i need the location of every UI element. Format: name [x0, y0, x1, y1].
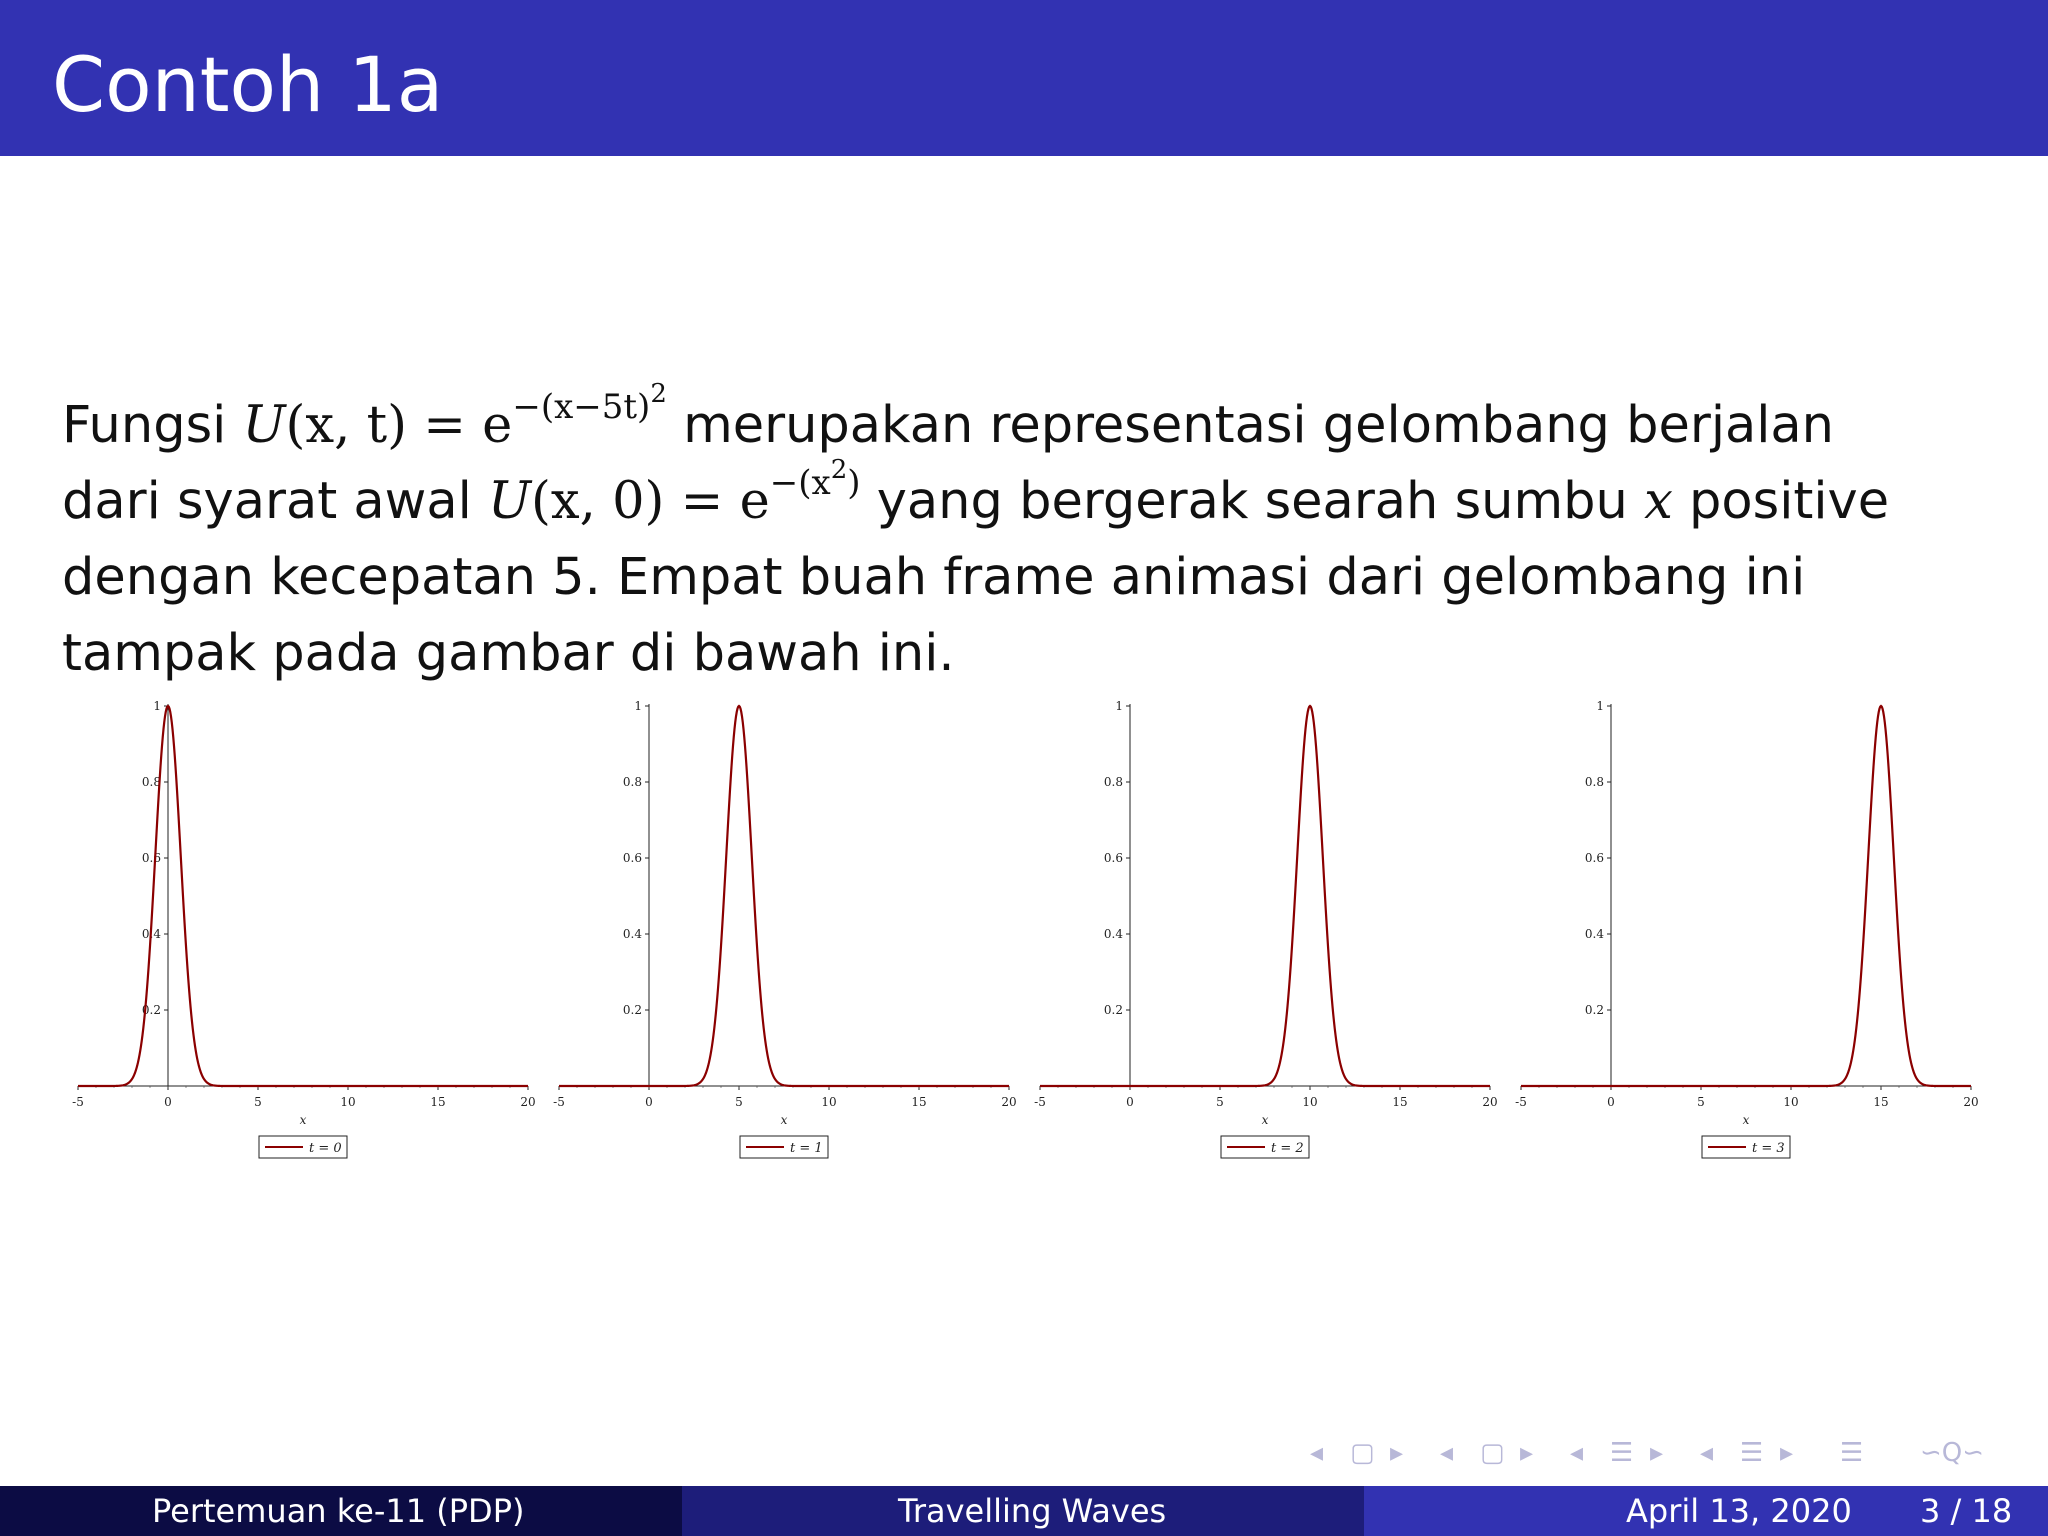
slide-footer [0, 1486, 2048, 1536]
x-axis-label: x [780, 1113, 788, 1127]
nav-next-doc-icon[interactable]: ▸ [1780, 1438, 1794, 1468]
nav-prev-subsection-icon[interactable]: ◂ [1440, 1438, 1454, 1468]
x-axis-label: x [299, 1113, 307, 1127]
y-tick-label: 0.2 [1584, 1003, 1604, 1017]
x-tick-label: 15 [430, 1095, 446, 1109]
formula-initial-square: 2 [830, 454, 848, 485]
y-tick-label: 1 [1596, 699, 1604, 713]
x-tick-label: 0 [164, 1095, 172, 1109]
x-tick-label: 5 [735, 1095, 743, 1109]
slide-paragraph [62, 378, 2022, 692]
x-tick-label: 20 [1963, 1095, 1979, 1109]
formula-wave-args: (x, t) = e [285, 396, 513, 455]
wave-plot-svg [1517, 690, 1997, 1170]
y-tick-label: 1 [634, 699, 642, 713]
formula-initial-close: ) [847, 463, 861, 503]
word-merupakan: merupakan representasi gelombang berjalan [683, 396, 1834, 455]
x-tick-label: 5 [1216, 1095, 1224, 1109]
y-tick-label: 0.8 [1584, 775, 1604, 789]
x-tick-label: -5 [553, 1095, 565, 1109]
word-positive: positive [1689, 472, 1890, 531]
nav-next-frame-icon[interactable]: ▸ [1390, 1438, 1404, 1468]
footer-page-number: 3 / 18 [1920, 1492, 2013, 1530]
y-tick-label: 1 [1115, 699, 1123, 713]
y-tick-label: 0.4 [1103, 927, 1123, 941]
x-axis-label: x [1261, 1113, 1269, 1127]
y-tick-label: 0.6 [1584, 851, 1604, 865]
x-tick-label: -5 [1515, 1095, 1527, 1109]
y-tick-label: 0.4 [622, 927, 642, 941]
nav-search-icon[interactable]: ∽Q∽ [1920, 1438, 1985, 1468]
paragraph-line-1 [62, 378, 2022, 464]
beamer-navigation [1310, 1438, 2040, 1478]
x-tick-label: -5 [1034, 1095, 1046, 1109]
x-axis-label: x [1742, 1113, 1750, 1127]
wave-curve [78, 706, 528, 1086]
formula-wave-exponent [512, 378, 667, 427]
y-tick-label: 0.8 [141, 775, 161, 789]
y-tick-label: 0.6 [1103, 851, 1123, 865]
y-tick-label: 0.2 [1103, 1003, 1123, 1017]
nav-section-icon[interactable]: ☰ [1610, 1438, 1634, 1468]
x-tick-label: 20 [520, 1095, 536, 1109]
y-tick-label: 0.6 [622, 851, 642, 865]
x-tick-label: 10 [821, 1095, 837, 1109]
footer-center [682, 1486, 1364, 1536]
slide-title: Contoh 1a [52, 40, 444, 129]
y-tick-label: 0.6 [141, 851, 161, 865]
x-tick-label: 5 [254, 1095, 262, 1109]
x-tick-label: 10 [1302, 1095, 1318, 1109]
x-tick-label: 0 [1607, 1095, 1615, 1109]
footer-right [1364, 1486, 2048, 1536]
legend-label: t = 1 [790, 1141, 823, 1156]
x-tick-label: 0 [1126, 1095, 1134, 1109]
formula-wave-exp-text: −(x−5t) [512, 387, 651, 427]
word-fungsi: Fungsi [62, 396, 227, 455]
word-yang: yang bergerak searah sumbu [876, 472, 1628, 531]
x-tick-label: 10 [340, 1095, 356, 1109]
wave-plot-t2 [1036, 690, 1516, 1170]
wave-curve [1040, 706, 1490, 1086]
x-tick-label: 20 [1001, 1095, 1017, 1109]
y-tick-label: 0.2 [141, 1003, 161, 1017]
var-x: x [1644, 472, 1673, 531]
nav-prev-section-icon[interactable]: ◂ [1570, 1438, 1584, 1468]
x-tick-label: 15 [1392, 1095, 1408, 1109]
nav-next-section-icon[interactable]: ▸ [1650, 1438, 1664, 1468]
legend-label: t = 2 [1271, 1141, 1304, 1156]
wave-plot-svg [74, 690, 554, 1170]
formula-initial-exponent [769, 454, 861, 503]
legend-label: t = 0 [309, 1141, 342, 1156]
paragraph-line-3: dengan kecepatan 5. Empat buah frame animasi dari gelombang ini [62, 548, 1806, 607]
nav-prev-frame-icon[interactable]: ◂ [1310, 1438, 1324, 1468]
x-tick-label: 0 [645, 1095, 653, 1109]
formula-wave [242, 378, 667, 455]
footer-date: April 13, 2020 [1626, 1492, 1852, 1530]
nav-frame-icon[interactable]: ▢ [1350, 1438, 1375, 1468]
nav-appendix-icon[interactable]: ☰ [1840, 1438, 1864, 1468]
wave-curve [559, 706, 1009, 1086]
y-tick-label: 0.4 [1584, 927, 1604, 941]
y-tick-label: 0.8 [1103, 775, 1123, 789]
footer-left [0, 1486, 682, 1536]
y-tick-label: 1 [153, 699, 161, 713]
x-tick-label: 5 [1697, 1095, 1705, 1109]
wave-plot-t1 [555, 690, 1035, 1170]
wave-curve [1521, 706, 1971, 1086]
paragraph-line-2 [62, 454, 2022, 540]
wave-plot-t0 [74, 690, 554, 1170]
formula-initial-U: U [488, 472, 531, 531]
y-tick-label: 0.4 [141, 927, 161, 941]
formula-wave-square: 2 [650, 378, 667, 409]
formula-initial [488, 454, 861, 531]
formula-wave-U: U [242, 396, 286, 455]
paragraph-line-4: tampak pada gambar di bawah ini. [62, 624, 955, 683]
legend-label: t = 3 [1752, 1141, 1785, 1156]
x-tick-label: 15 [1873, 1095, 1889, 1109]
nav-subsection-icon[interactable]: ▢ [1480, 1438, 1505, 1468]
footer-title: Travelling Waves [898, 1492, 1167, 1530]
x-tick-label: -5 [72, 1095, 84, 1109]
slide-header [0, 0, 2048, 156]
x-tick-label: 20 [1482, 1095, 1498, 1109]
x-tick-label: 15 [911, 1095, 927, 1109]
y-tick-label: 0.8 [622, 775, 642, 789]
x-tick-label: 10 [1783, 1095, 1799, 1109]
formula-initial-args: (x, 0) = e [531, 472, 770, 531]
wave-plot-svg [555, 690, 1035, 1170]
footer-session: Pertemuan ke-11 (PDP) [152, 1492, 525, 1530]
wave-plot-svg [1036, 690, 1516, 1170]
nav-doc-icon[interactable]: ☰ [1740, 1438, 1764, 1468]
word-dari: dari syarat awal [62, 472, 472, 531]
nav-next-subsection-icon[interactable]: ▸ [1520, 1438, 1534, 1468]
y-tick-label: 0.2 [622, 1003, 642, 1017]
wave-plot-t3 [1517, 690, 1997, 1170]
nav-prev-doc-icon[interactable]: ◂ [1700, 1438, 1714, 1468]
formula-initial-exp-text: −(x [769, 463, 831, 503]
